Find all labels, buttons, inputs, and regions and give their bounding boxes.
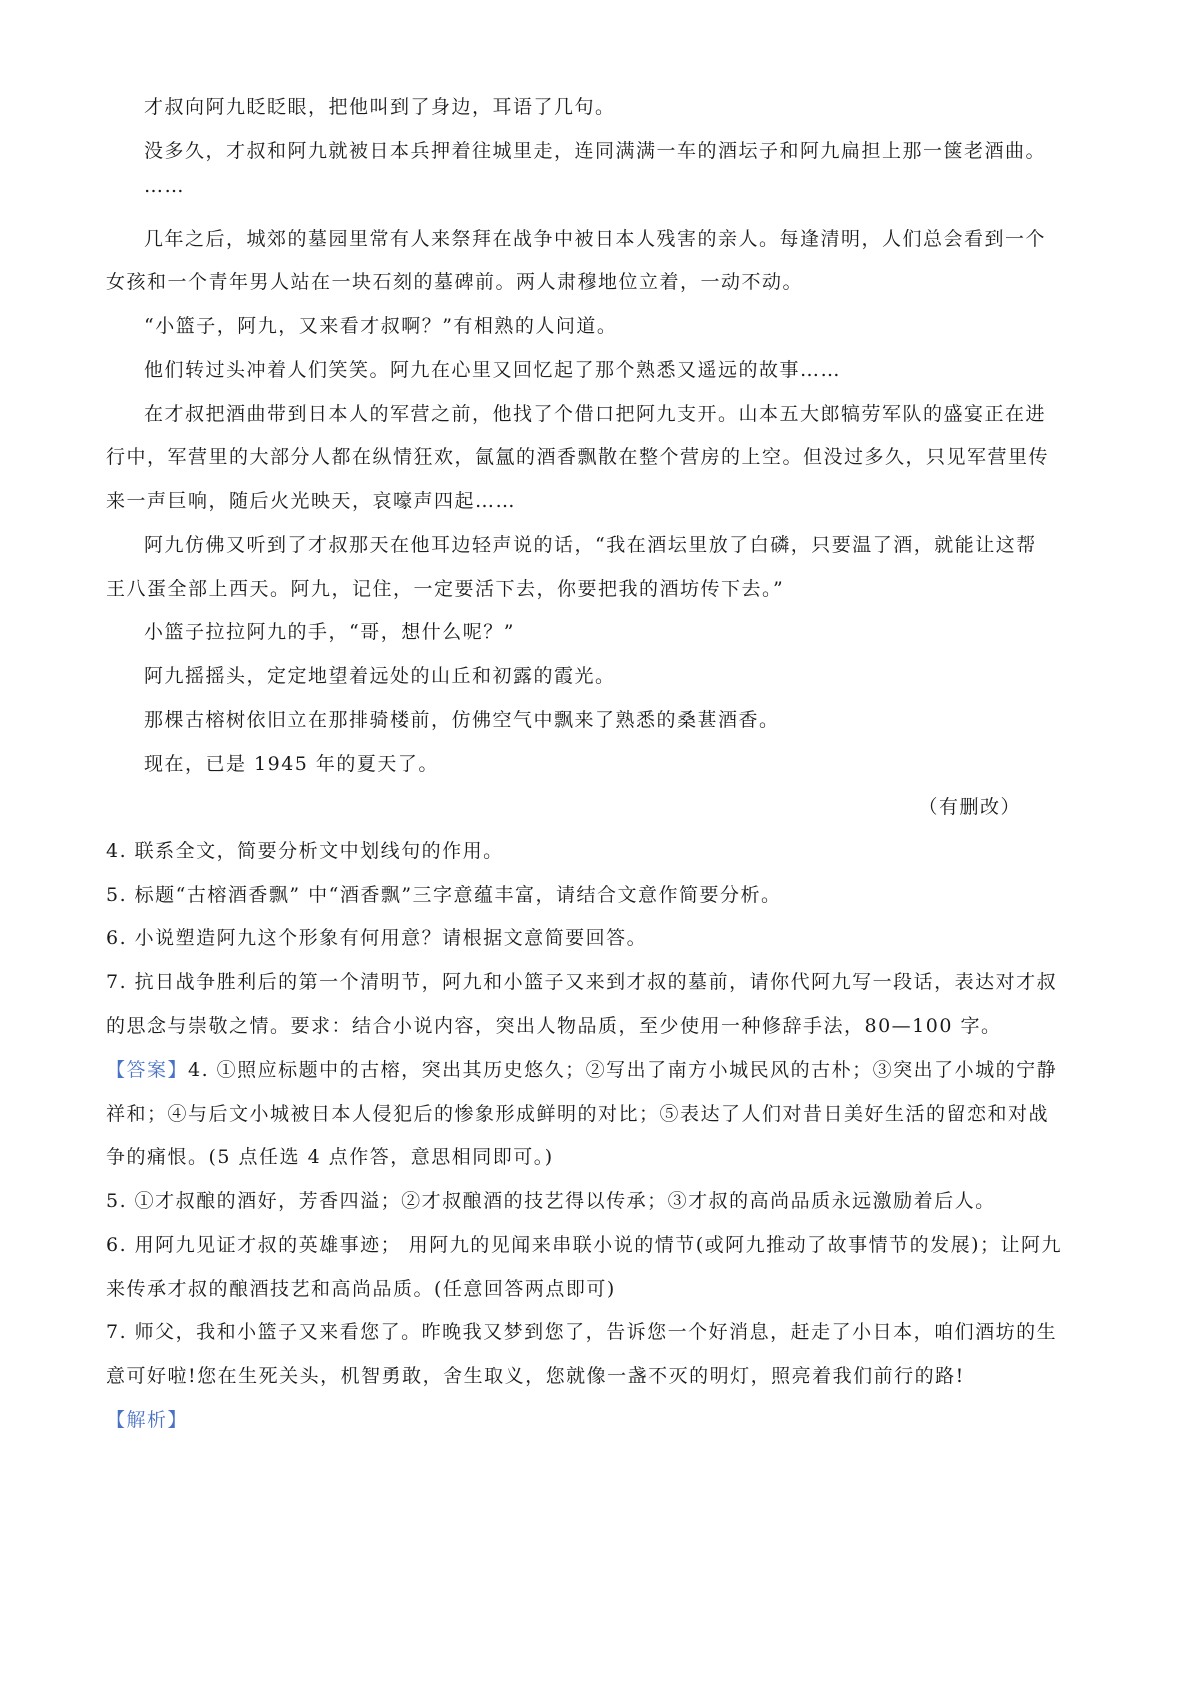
story-line: 女孩和一个青年男人站在一块石刻的墓碑前。两人肃穆地位立着，一动不动。 xyxy=(106,271,804,293)
answer-line: 意可好啦!您在生死关头，机智勇敢，舍生取义，您就像一盏不灭的明灯，照亮着我们前行的路! xyxy=(106,1365,965,1387)
story-line: 几年之后，城郊的墓园里常有人来祭拜在战争中被日本人残害的亲人。每逢清明，人们总会看到一个 xyxy=(144,228,1047,250)
question-item: 4. 联系全文，简要分析文中划线句的作用。 xyxy=(106,840,504,862)
edit-note: （有删改） xyxy=(918,796,1021,818)
story-line: 行中，军营里的大部分人都在纵情狂欢，氤氲的酒香飘散在整个营房的上空。但没过多久，只见军营里传 xyxy=(106,446,1050,468)
answer-line: 祥和；④与后文小城被日本人侵犯后的惨象形成鲜明的对比；⑤表达了人们对昔日美好生活的留恋和对战 xyxy=(106,1103,1050,1125)
story-line: 现在，已是 1945 年的夏天了。 xyxy=(144,753,439,775)
answer-line: 争的痛恨。(5 点任选 4 点作答，意思相同即可。) xyxy=(106,1146,554,1168)
answer-line: 7. 师父，我和小篮子又来看您了。昨晚我又梦到您了，告诉您一个好消息，赶走了小日本，咱们酒坊的生 xyxy=(106,1321,1058,1343)
story-line: 小篮子拉拉阿九的手，“哥，想什么呢？” xyxy=(144,621,515,643)
story-line: 才叔向阿九眨眨眼，把他叫到了身边，耳语了几句。 xyxy=(144,96,616,118)
answer-line: 来传承才叔的酿酒技艺和高尚品质。(任意回答两点即可) xyxy=(106,1278,616,1300)
story-line: 那棵古榕树依旧立在那排骑楼前，仿佛空气中飘来了熟悉的桑葚酒香。 xyxy=(144,709,780,731)
question-item: 6. 小说塑造阿九这个形象有何用意？请根据文意简要回答。 xyxy=(106,927,648,949)
story-line: 王八蛋全部上西天。阿九，记住，一定要活下去，你要把我的酒坊传下去。” xyxy=(106,578,785,600)
question-item: 的思念与崇敬之情。要求：结合小说内容，突出人物品质，至少使用一种修辞手法，80—100 字。 xyxy=(106,1015,1002,1037)
story-line: 阿九仿佛又听到了才叔那天在他耳边轻声说的话，“我在酒坛里放了白磷，只要温了酒，就能让这帮 xyxy=(144,534,1037,556)
answer-tag: 【答案】 xyxy=(106,1059,189,1081)
answer-line: 6. 用阿九见证才叔的英雄事迹； 用阿九的见闻来串联小说的情节(或阿九推动了故事情节的发展)；让阿九 xyxy=(106,1234,1063,1256)
answer-line: 5. ①才叔酿的酒好，芳香四溢；②才叔酿酒的技艺得以传承；③才叔的高尚品质永远激励着后人。 xyxy=(106,1190,996,1212)
analysis-heading xyxy=(106,1402,1021,1439)
story-line: 阿九摇摇头，定定地望着远处的山丘和初露的霞光。 xyxy=(144,665,616,687)
analysis-tag: 【解析】 xyxy=(106,1409,189,1431)
story-line: 他们转过头冲着人们笑笑。阿九在心里又回忆起了那个熟悉又遥远的故事…… xyxy=(144,359,842,381)
question-item: 5. 标题“古榕酒香飘” 中“酒香飘”三字意蕴丰富，请结合文意作简要分析。 xyxy=(106,884,782,906)
question-item: 7. 抗日战争胜利后的第一个清明节，阿九和小篮子又来到才叔的墓前，请你代阿九写一段话，表达对才叔 xyxy=(106,971,1058,993)
story-line: 在才叔把酒曲带到日本人的军营之前，他找了个借口把阿九支开。山本五大郎犒劳军队的盛宴正在进 xyxy=(144,403,1047,425)
story-line: 来一声巨响，随后火光映天，哀嚎声四起…… xyxy=(106,490,517,512)
story-line: “小篮子，阿九，又来看才叔啊？”有相熟的人问道。 xyxy=(144,315,618,337)
answer-first-line xyxy=(106,1052,1058,1089)
story-line: 没多久，才叔和阿九就被日本兵押着往城里走，连同满满一车的酒坛子和阿九扁担上那一箧老酒曲。 xyxy=(144,140,1047,162)
answer-line: 4. ①照应标题中的古榕，突出其历史悠久；②写出了南方小城民风的古朴；③突出了小城的宁静 xyxy=(188,1059,1058,1081)
story-line: …… xyxy=(144,175,185,197)
